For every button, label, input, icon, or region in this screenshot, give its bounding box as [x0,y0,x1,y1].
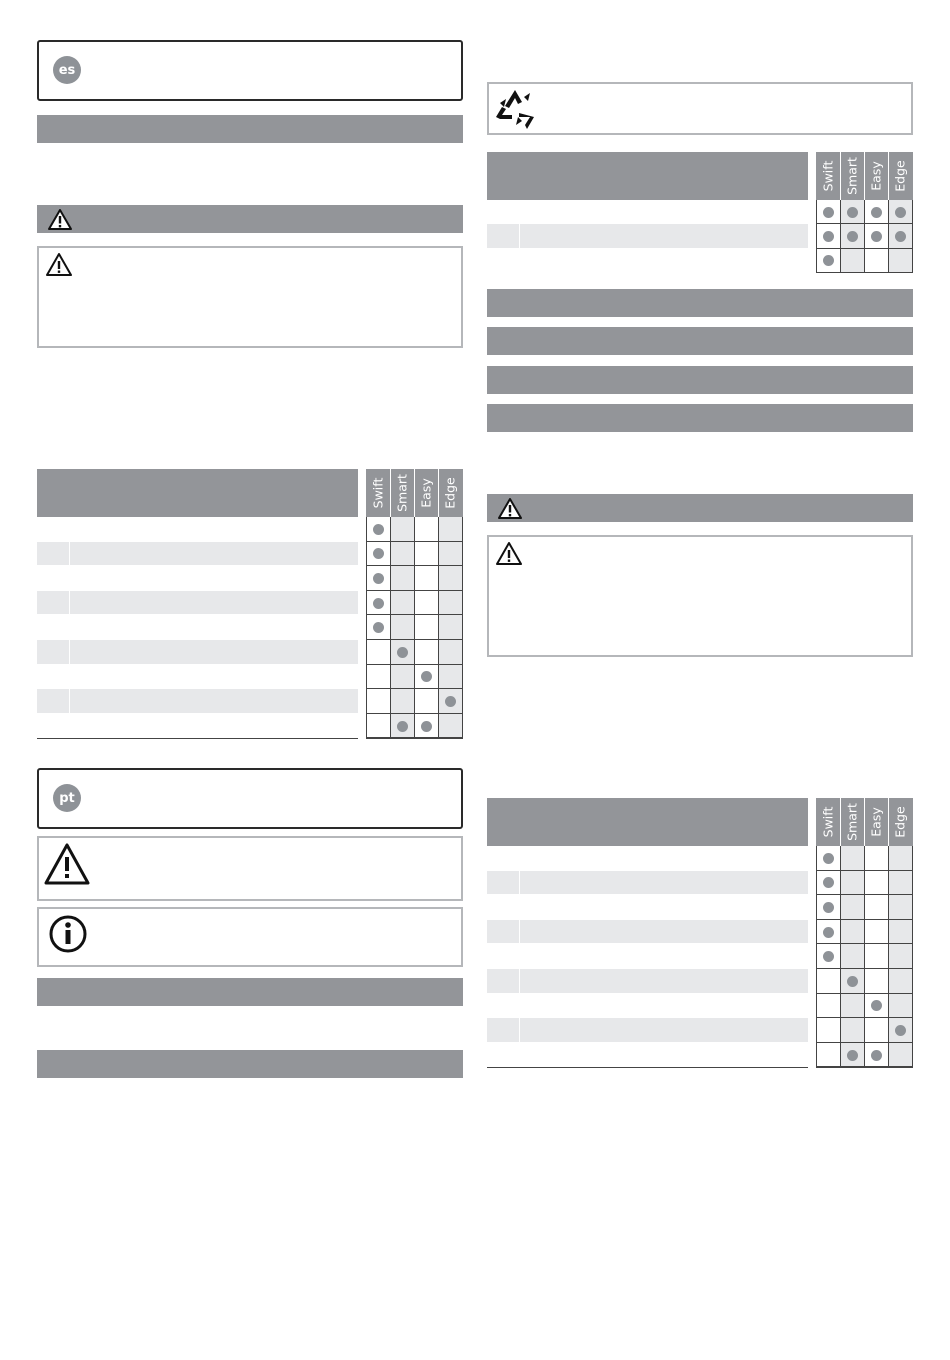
table-row [37,640,358,664]
table-pt-rows [487,846,808,1068]
col-header-swift: Swift [370,477,386,509]
table-recycle-rows [487,200,808,273]
table-row [37,615,358,639]
section-bar-1 [37,115,463,143]
availability-dot [895,1025,906,1036]
right-section-bar-4 [487,404,913,432]
availability-dot [397,721,408,732]
table-row [37,689,358,713]
col-header-easy: Easy [418,478,434,508]
recycle-icon [492,87,538,131]
table-row [487,200,808,223]
table-row [487,994,808,1018]
table-row [37,517,358,541]
table-es-bottom-rule [37,738,358,739]
col-header-smart: Smart [394,474,410,512]
availability-dot [823,231,834,242]
availability-dot [823,902,834,913]
col-header-edge: Edge [442,477,458,509]
table-row [487,846,808,870]
availability-dot [373,524,384,535]
table-recycle-matrix [816,152,913,273]
warning-triangle-icon [45,252,73,277]
col-header-smart: Smart [844,157,860,195]
availability-dot [895,231,906,242]
table-row [487,249,808,272]
table-row [487,1043,808,1067]
availability-dot [823,207,834,218]
warning-bar [37,205,463,233]
language-box-es [37,40,463,101]
table-es-header-bar [37,469,358,517]
warning-triangle-icon [47,208,73,231]
right-section-bar-1 [487,289,913,317]
col-header-easy: Easy [868,161,884,191]
table-row [487,944,808,968]
language-badge-pt: pt [53,784,81,812]
table-row [487,969,808,993]
table-row [37,566,358,590]
table-row [37,714,358,738]
availability-dot [895,207,906,218]
col-header-edge: Edge [892,806,908,838]
col-header-swift: Swift [820,160,836,192]
table-row [487,224,808,247]
availability-dot [445,696,456,707]
table-row [487,871,808,895]
availability-dot [421,721,432,732]
availability-dot [871,231,882,242]
recycle-box [487,82,913,135]
right-section-bar-3 [487,366,913,394]
table-es-matrix [366,469,463,739]
right-section-bar-2 [487,327,913,355]
availability-dot [847,207,858,218]
right-warning-bar [487,494,913,522]
availability-dot [823,927,834,938]
availability-dot [373,598,384,609]
language-badge-es: es [53,56,81,84]
warning-triangle-icon [497,497,523,520]
right-warning-box [487,535,913,657]
table-row [487,920,808,944]
table-pt-matrix [816,798,913,1068]
warning-triangle-icon [43,842,91,886]
table-row [487,1018,808,1042]
table-pt-bottom-rule [487,1067,808,1068]
availability-dot [823,853,834,864]
table-es-rows [37,517,358,739]
availability-dot [871,207,882,218]
table-row [487,895,808,919]
table-recycle-header-bar [487,152,808,200]
info-circle-icon [48,914,88,954]
availability-dot [847,976,858,987]
availability-dot [847,1050,858,1061]
pt-warning-box [37,836,463,901]
col-header-easy: Easy [868,807,884,837]
warning-box [37,246,463,348]
availability-dot [397,647,408,658]
pt-info-box [37,907,463,967]
table-row [37,591,358,615]
language-box-pt [37,768,463,829]
table-pt-header-bar [487,798,808,846]
table-row [37,542,358,566]
col-header-smart: Smart [844,803,860,841]
availability-dot [847,231,858,242]
pt-section-bar-2 [37,1050,463,1078]
availability-dot [373,573,384,584]
availability-dot [871,1050,882,1061]
col-header-edge: Edge [892,160,908,192]
table-row [37,665,358,689]
warning-triangle-icon [495,541,523,566]
pt-section-bar-1 [37,978,463,1006]
col-header-swift: Swift [820,806,836,838]
